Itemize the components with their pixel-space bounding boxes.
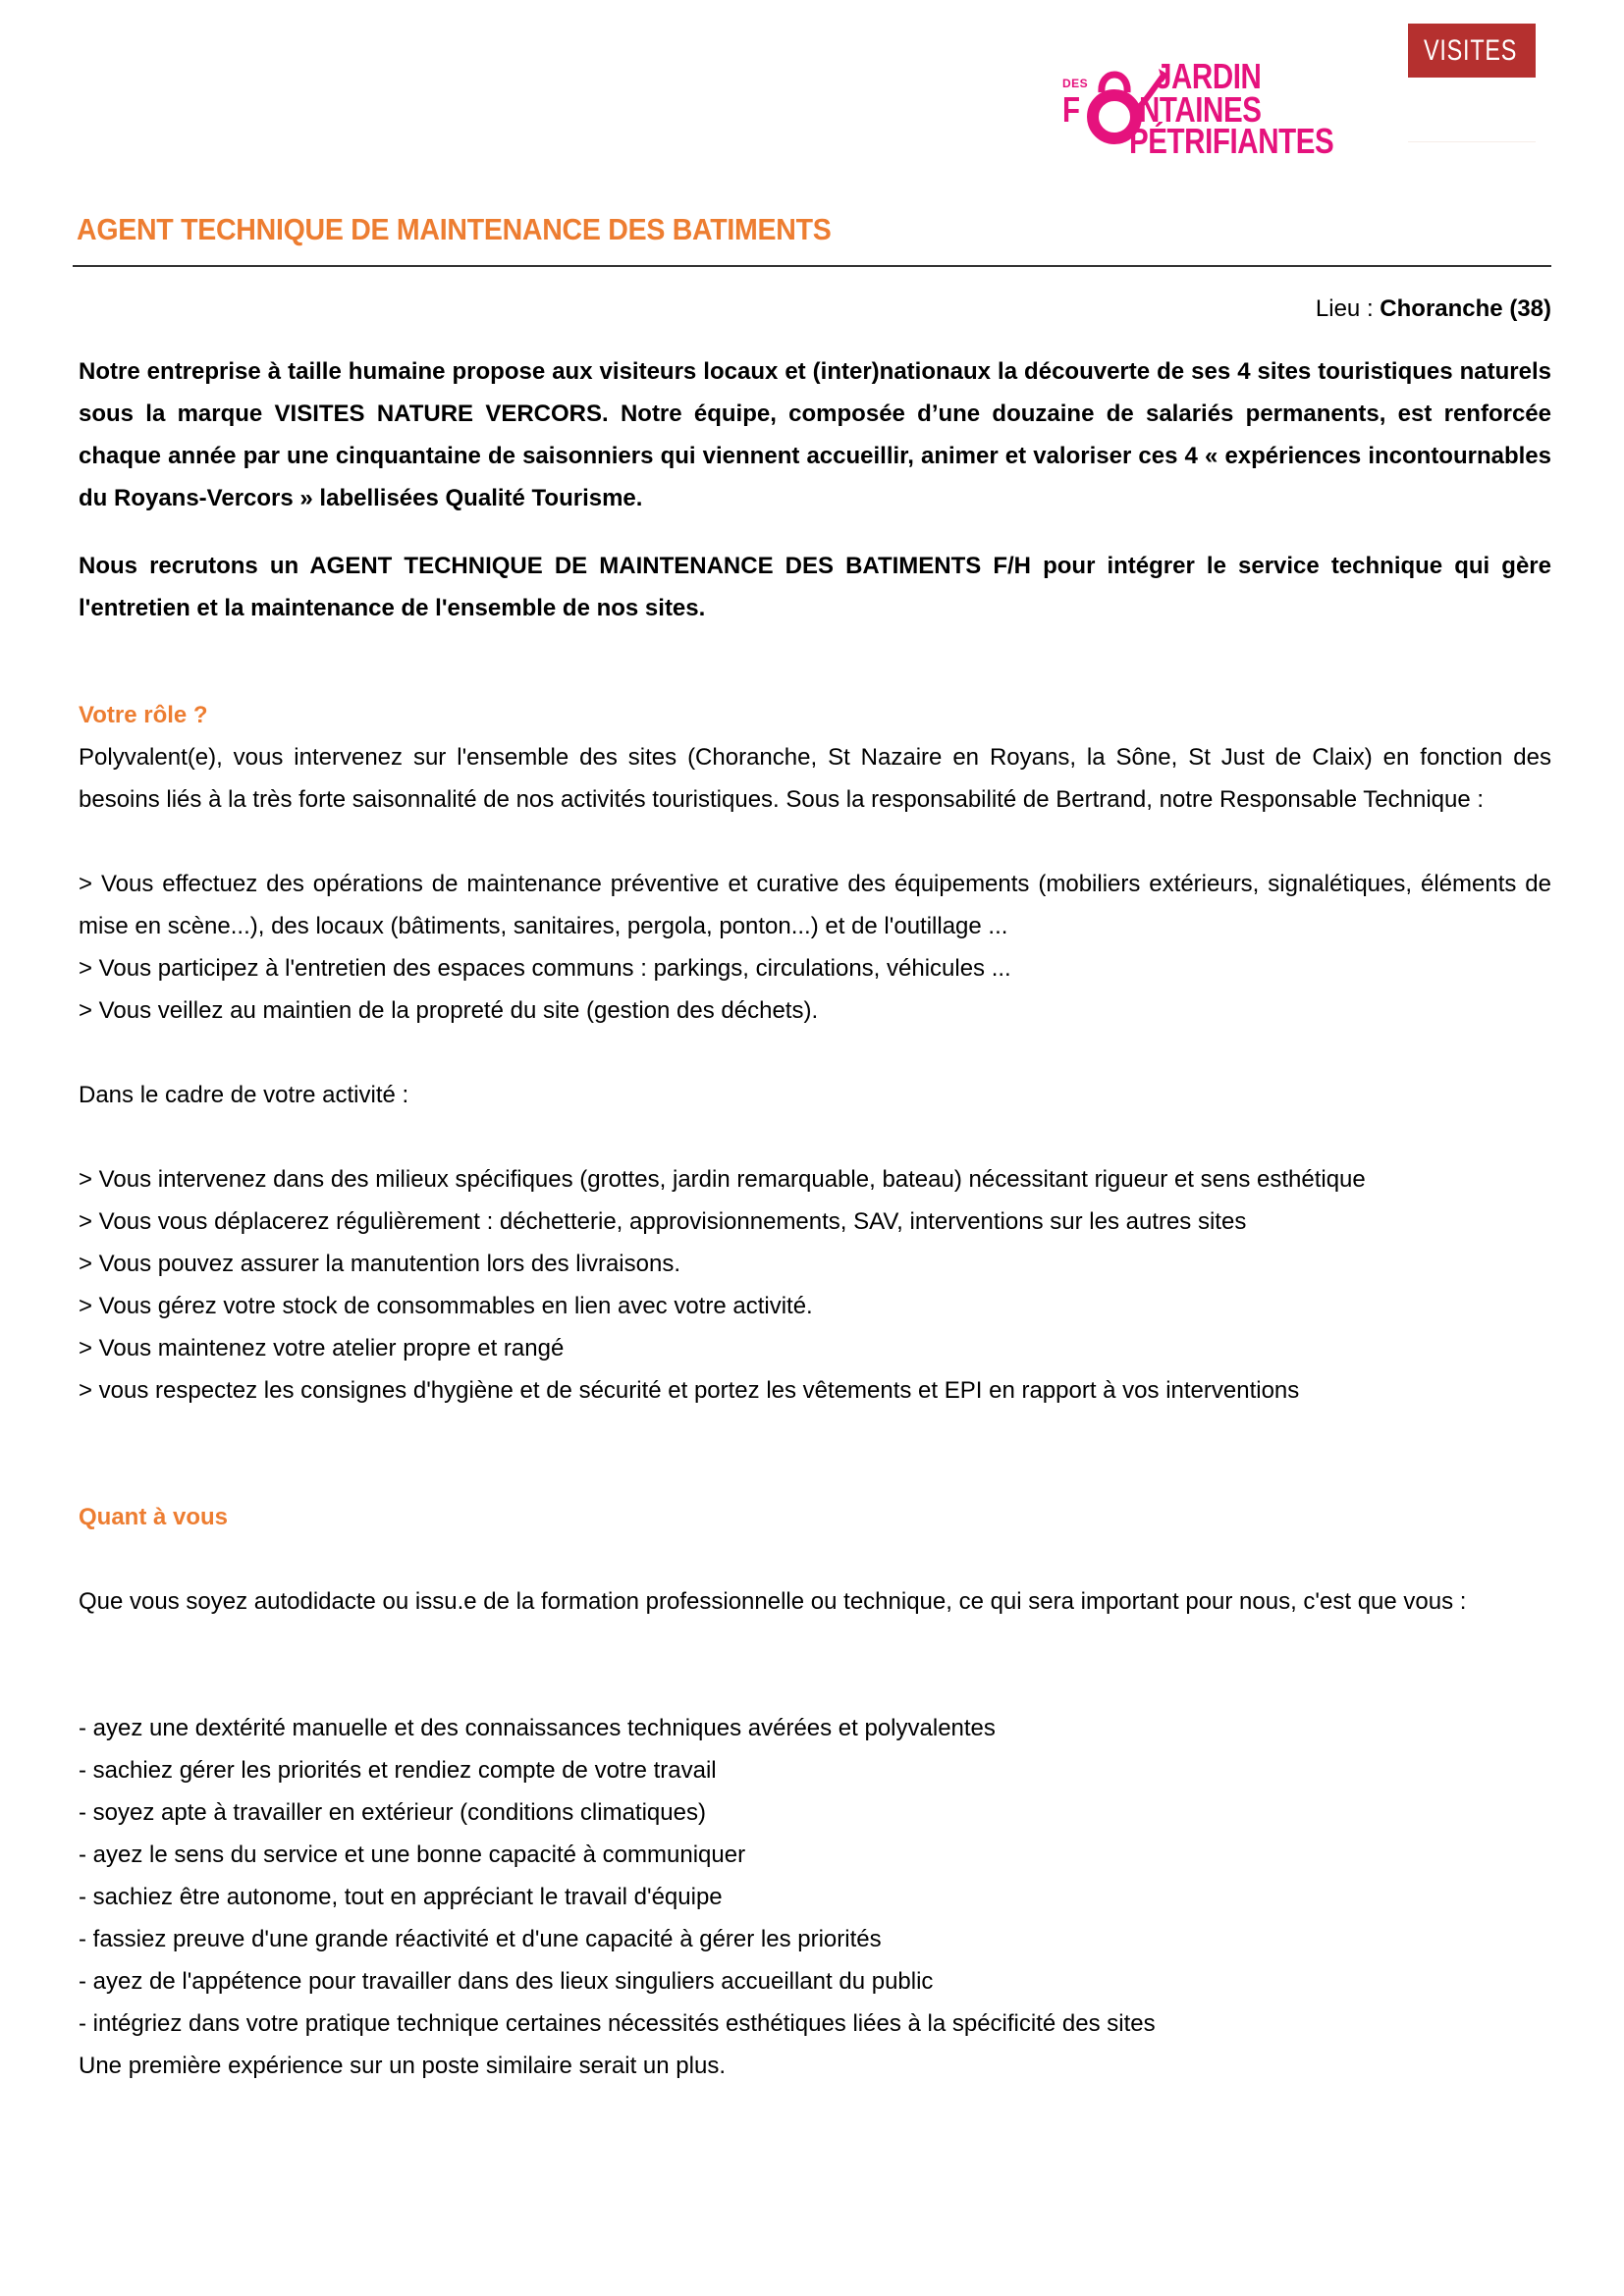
list-item: - sachiez gérer les priorités et rendiez compte de votre travail (79, 1757, 717, 1784)
visites-logo-label: VISITES (1424, 33, 1518, 67)
logo-line-fontaines: NTAINES (1139, 89, 1262, 130)
intro-paragraph: Notre entreprise à taille humaine propose aux visiteurs locaux et (inter)nationaux la découverte de ses 4 sites touristiques naturels sous la marque VISITES NATURE VERCORS. Notre équipe, composée d’une douzaine de salariés permanents, est renforcée chaque année par une cinquantaine de saisonniers qui viennent accueillir, animer et valoriser ces 4 « expériences incontournables du Royans-Vercors » labellisées Qualité Tourisme. (79, 358, 1551, 511)
section-heading-profile: Quant à vous (79, 1504, 229, 1530)
list-item: - ayez une dextérité manuelle et des connaissances techniques avérées et polyvalentes (79, 1715, 996, 1741)
list-item: > Vous intervenez dans des milieux spécifiques (grottes, jardin remarquable, bateau) nécessitant rigueur et sens esthétique (79, 1166, 1366, 1193)
list-item: > Vous pouvez assurer la manutention lors des livraisons. (79, 1251, 680, 1277)
logo-divider (1408, 141, 1536, 142)
logo-line-petrifiantes: PÉTRIFIANTES (1129, 121, 1334, 161)
location-label: Lieu : (1315, 295, 1380, 322)
title-divider (73, 265, 1551, 267)
profile-intro: Que vous soyez autodidacte ou issu.e de la formation professionnelle ou technique, ce qui sera important pour nous, c'est que vous : (79, 1588, 1467, 1615)
list-item: > Vous vous déplacerez régulièrement : déchetterie, approvisionnements, SAV, interventions sur les autres sites (79, 1208, 1247, 1235)
logo-line-jardin: JARDIN (1156, 56, 1262, 96)
logo-line-fontaines-initial: F (1062, 89, 1080, 130)
recruitment-paragraph: Nous recrutons un AGENT TECHNIQUE DE MAINTENANCE DES BATIMENTS F/H pour intégrer le service technique qui gère l'entretien et la maintenance de l'ensemble de nos sites. (79, 553, 1551, 621)
list-item: > Vous maintenez votre atelier propre et rangé (79, 1335, 565, 1362)
activity-context-label: Dans le cadre de votre activité : (79, 1082, 409, 1108)
list-item: - ayez le sens du service et une bonne capacité à communiquer (79, 1842, 746, 1868)
location-value: Choranche (38) (1380, 295, 1551, 322)
visites-logo (1408, 24, 1536, 78)
page-title: AGENT TECHNIQUE DE MAINTENANCE DES BATIMENTS (77, 212, 832, 246)
list-item: - ayez de l'appétence pour travailler dans des lieux singuliers accueillant du public (79, 1968, 934, 1995)
list-item: - fassiez preuve d'une grande réactivité et d'une capacité à gérer les priorités (79, 1926, 882, 1952)
location-line (79, 288, 1551, 330)
task-list (79, 863, 1551, 1032)
closing-note: Une première expérience sur un poste similaire serait un plus. (79, 2053, 726, 2079)
role-description: Polyvalent(e), vous intervenez sur l'ensemble des sites (Choranche, St Nazaire en Royans, la Sône, St Just de Claix) en fonction des besoins liés à la très forte saisonnalité de nos activités touristiques. Sous la responsabilité de Bertrand, notre Responsable Technique : (79, 744, 1551, 813)
list-item: - soyez apte à travailler en extérieur (conditions climatiques) (79, 1799, 706, 1826)
list-item: > Vous gérez votre stock de consommables en lien avec votre activité. (79, 1293, 813, 1319)
jardin-fontaines-petrifiantes-logo (1062, 55, 1347, 161)
activity-list (79, 1158, 1551, 1412)
section-heading-role: Votre rôle ? (79, 702, 208, 728)
list-item: > Vous participez à l'entretien des espaces communs : parkings, circulations, véhicules ... (79, 955, 1011, 982)
list-item: > vous respectez les consignes d'hygiène et de sécurité et portez les vêtements et EPI en rapport à vos interventions (79, 1377, 1300, 1404)
list-item: - intégriez dans votre pratique technique certaines nécessités esthétiques liées à la spécificité des sites (79, 2010, 1156, 2037)
list-item: > Vous effectuez des opérations de maintenance préventive et curative des équipements (mobiliers extérieurs, signalétiques, éléments de mise en scène...), des locaux (bâtiments, sanitaires, pergola, ponton...) et de l'outillage ... (79, 871, 1551, 939)
logo-prefix: DES (1062, 77, 1089, 90)
profile-list (79, 1707, 1551, 2087)
list-item: - sachiez être autonome, tout en appréciant le travail d'équipe (79, 1884, 723, 1910)
list-item: > Vous veillez au maintien de la propreté du site (gestion des déchets). (79, 997, 819, 1024)
